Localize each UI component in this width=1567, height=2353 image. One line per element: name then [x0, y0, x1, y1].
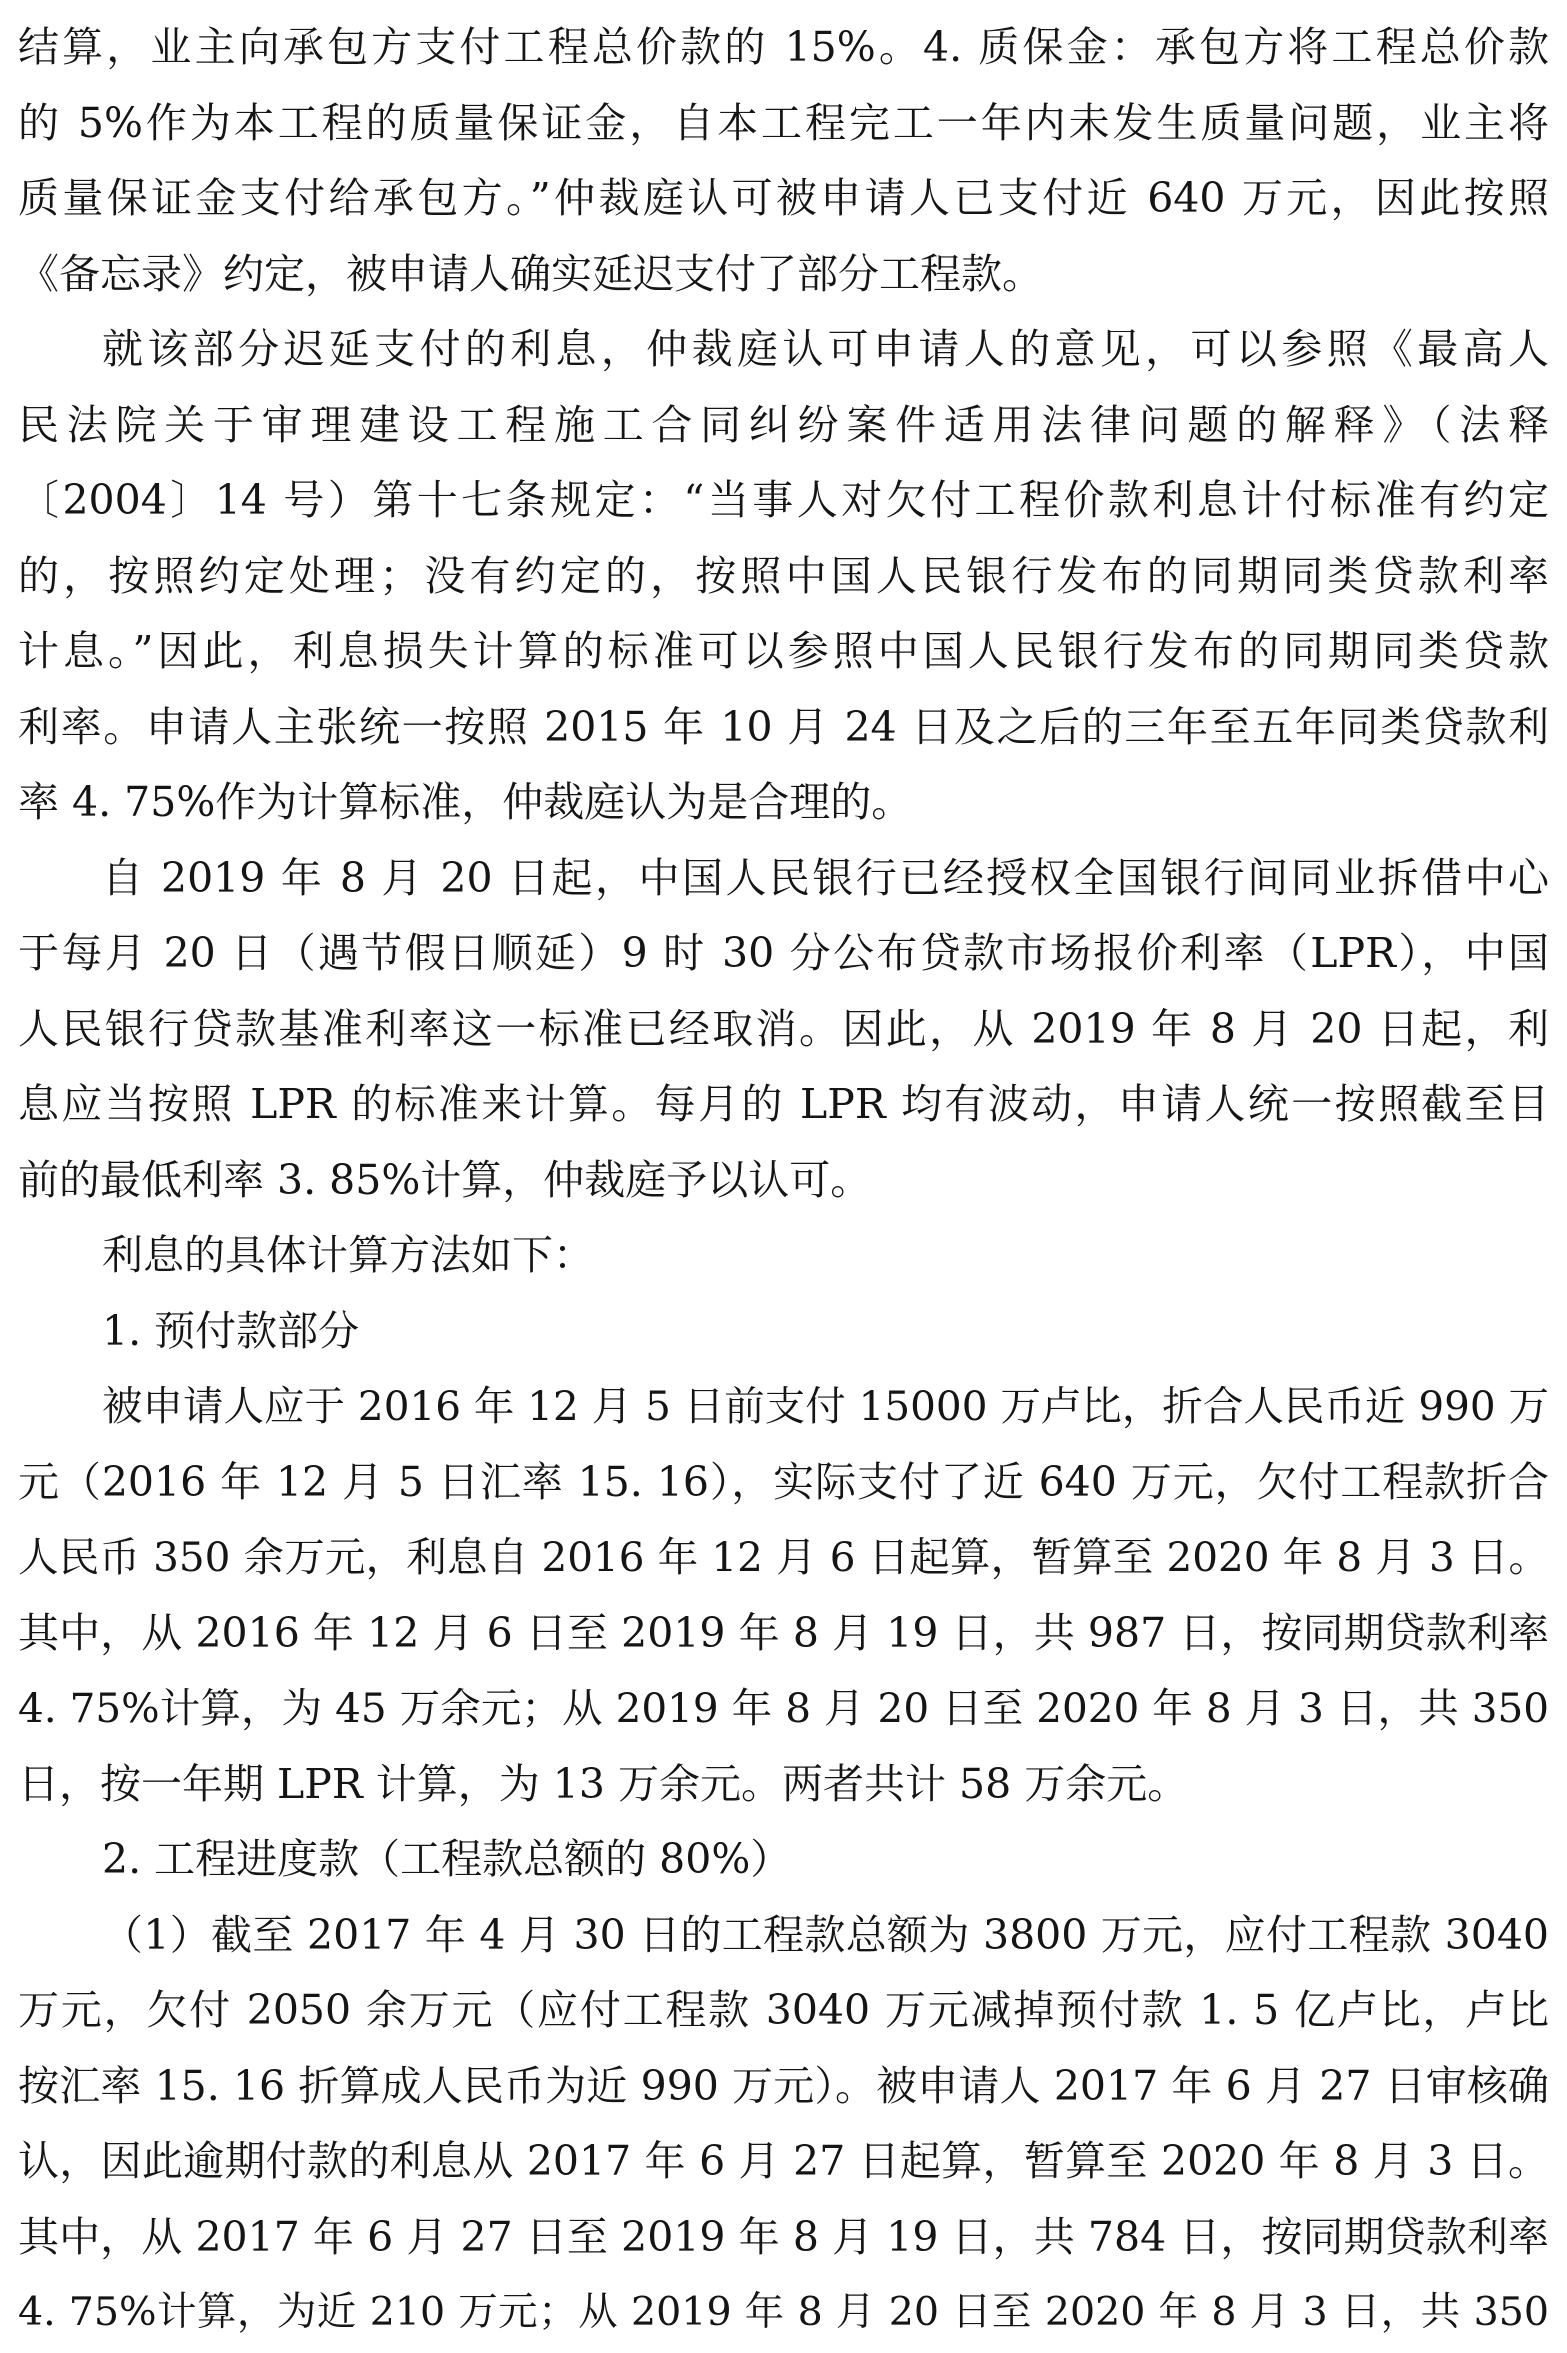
text-line: （1）截至 2017 年 4 月 30 日的工程款总额为 3800 万元，应付工程款 3040 [102, 1910, 1549, 1959]
text-line: 〔2004〕14 号）第十七条规定：“当事人对欠付工程价款利息计付标准有约定 [18, 476, 1549, 524]
text-line: 人民币 350 余万元，利息自 2016 年 12 月 6 日起算，暂算至 2020 年 8 月 3 日。 [18, 1533, 1549, 1581]
text-line: 其中，从 2017 年 6 月 27 日至 2019 年 8 月 19 日，共 784 日，按同期贷款利率 [18, 2212, 1549, 2261]
text-line: 1. 预付款部分 [102, 1306, 360, 1355]
text-line: 日，按一年期 LPR 计算，为 13 万余元。两者共计 58 万余元。 [18, 1759, 1189, 1808]
document-page [18, 0, 1549, 2353]
text-line: 元（2016 年 12 月 5 日汇率 15. 16），实际支付了近 640 万元，欠付工程款折合 [18, 1457, 1549, 1506]
text-line: 计息。”因此，利息损失计算的标准可以参照中国人民银行发布的同期同类贷款 [18, 627, 1549, 675]
text-line: 4. 75%计算，为 45 万余元；从 2019 年 8 月 20 日至 2020 年 8 月 3 日，共 350 [18, 1684, 1549, 1732]
text-line: 《备忘录》约定，被申请人确实延迟支付了部分工程款。 [18, 249, 1043, 298]
text-line: 按汇率 15. 16 折算成人民币为近 990 万元）。被申请人 2017 年 6 月 27 日审核确 [18, 2061, 1549, 2110]
text-line: 的 5%作为本工程的质量保证金，自本工程完工一年内未发生质量问题，业主将 [18, 98, 1549, 147]
text-line: 自 2019 年 8 月 20 日起，中国人民银行已经授权全国银行间同业拆借中心 [102, 853, 1549, 902]
text-line: 认，因此逾期付款的利息从 2017 年 6 月 27 日起算，暂算至 2020 年 8 月 3 日。 [18, 2137, 1549, 2185]
text-line: 就该部分迟延支付的利息，仲裁庭认可申请人的意见，可以参照《最高人 [102, 325, 1549, 373]
text-line: 息应当按照 LPR 的标准来计算。每月的 LPR 均有波动，申请人统一按照截至目 [18, 1080, 1549, 1128]
text-line: 利息的具体计算方法如下： [102, 1231, 594, 1279]
text-line: 4. 75%计算，为近 210 万元；从 2019 年 8 月 20 日至 2020 年 8 月 3 日，共 350 [18, 2289, 1549, 2335]
text-line: 万元，欠付 2050 余万元（应付工程款 3040 万元减掉预付款 1. 5 亿卢比，卢比 [18, 1986, 1549, 2034]
text-line: 被申请人应于 2016 年 12 月 5 日前支付 15000 万卢比，折合人民币近 990 万 [102, 1382, 1549, 1430]
text-line: 的，按照约定处理；没有约定的，按照中国人民银行发布的同期同类贷款利率 [18, 551, 1549, 600]
text-line: 结算，业主向承包方支付工程总价款的 15%。4. 质保金：承包方将工程总价款 [18, 23, 1549, 71]
text-line: 率 4. 75%作为计算标准，仲裁庭认为是合理的。 [18, 778, 913, 826]
text-line: 于每月 20 日（遇节假日顺延）9 时 30 分公布贷款市场报价利率（LPR），中国 [18, 929, 1549, 977]
text-line: 人民银行贷款基准利率这一标准已经取消。因此，从 2019 年 8 月 20 日起，利 [18, 1004, 1549, 1053]
text-line: 2. 工程进度款（工程款总额的 80%） [102, 1835, 792, 1883]
text-line: 民法院关于审理建设工程施工合同纠纷案件适用法律问题的解释》（法释 [18, 400, 1549, 449]
text-line: 其中，从 2016 年 12 月 6 日至 2019 年 8 月 19 日，共 987 日，按同期贷款利率 [18, 1608, 1549, 1657]
text-line: 前的最低利率 3. 85%计算，仲裁庭予以认可。 [18, 1155, 872, 1204]
text-line: 利率。申请人主张统一按照 2015 年 10 月 24 日及之后的三年至五年同类贷款利 [18, 702, 1549, 751]
text-line: 质量保证金支付给承包方。”仲裁庭认可被申请人已支付近 640 万元，因此按照 [18, 174, 1549, 222]
